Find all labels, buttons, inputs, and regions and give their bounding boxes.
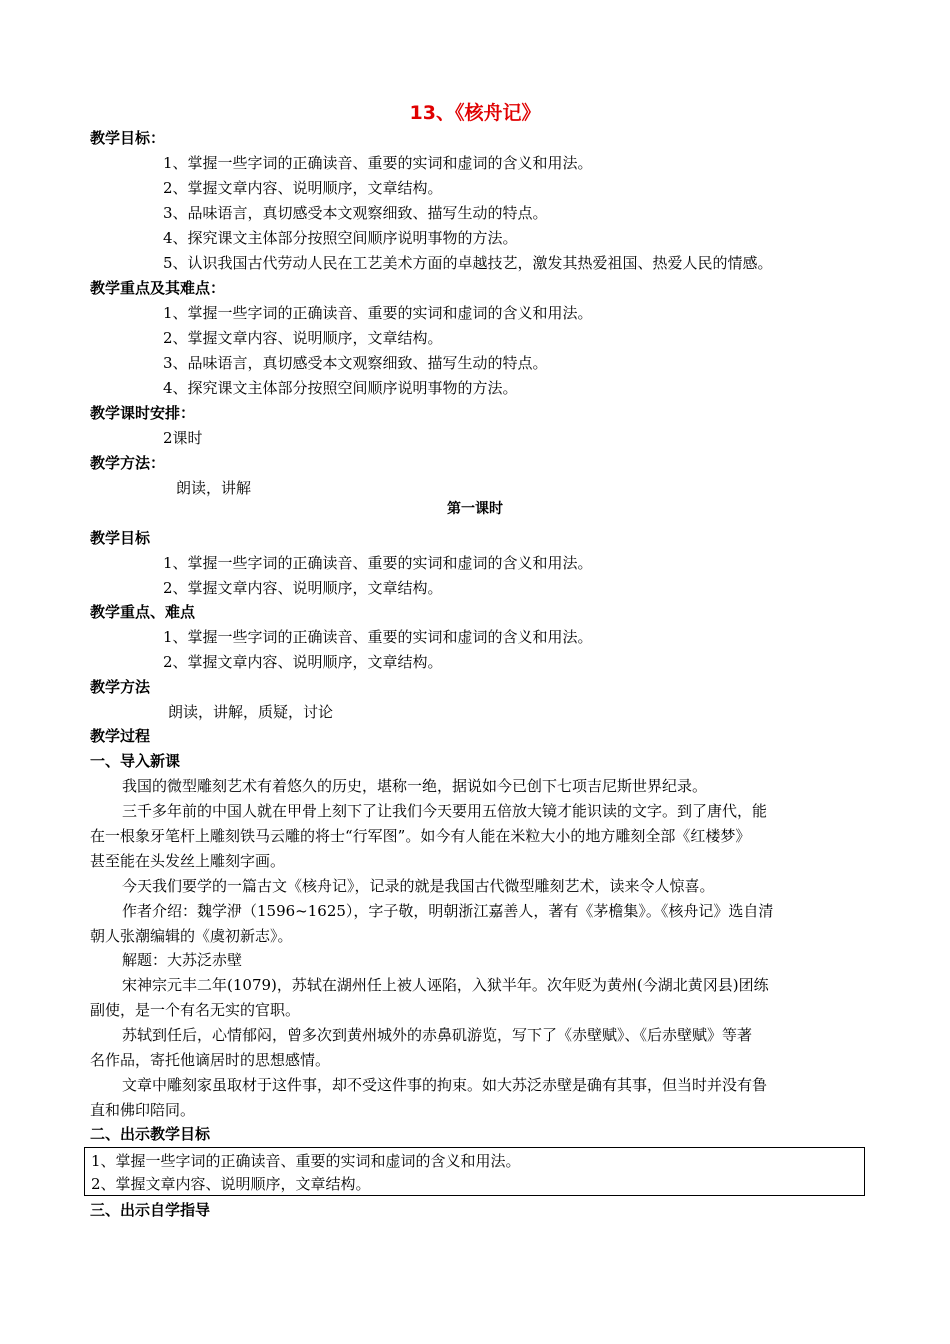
lesson-key-item: 2、掌握文章内容、说明顺序，文章结构。 [163,653,443,671]
key-point-item: 2、掌握文章内容、说明顺序，文章结构。 [163,329,443,347]
section-two-heading: 二、出示教学目标 [90,1125,211,1143]
objective-item: 3、品味语言，真切感受本文观察细致、描写生动的特点。 [163,204,548,222]
lesson-key-item: 1、掌握一些字词的正确读音、重要的实词和虚词的含义和用法。 [163,628,593,646]
box-item: 2、掌握文章内容、说明顺序，文章结构。 [91,1175,371,1193]
section-one-heading: 一、导入新课 [90,752,181,770]
objective-item: 1、掌握一些字词的正确读音、重要的实词和虚词的含义和用法。 [163,154,593,172]
objective-item: 5、认识我国古代劳动人民在工艺美术方面的卓越技艺，激发其热爱祖国、热爱人民的情感。 [163,254,773,272]
lesson-objective-item: 1、掌握一些字词的正确读音、重要的实词和虚词的含义和用法。 [163,554,593,572]
paragraph-line: 宋神宗元丰二年(1079)，苏轼在湖州任上被人诬陷，入狱半年。次年贬为黄州(今湖北黄冈县)团练 [122,976,769,994]
objectives-box [84,1147,865,1196]
lesson-objectives-heading: 教学目标 [90,529,151,547]
paragraph-line: 苏轼到任后，心情郁闷，曾多次到黄州城外的赤鼻矶游览，写下了《赤壁赋》、《后赤壁赋》等著 [122,1026,753,1044]
paragraph-line: 作者介绍：魏学洢（1596~1625），字子敬，明朝浙江嘉善人，著有《茅檐集》。《核舟记》选自清 [122,902,774,920]
key-point-item: 4、探究课文主体部分按照空间顺序说明事物的方法。 [163,379,518,397]
paragraph-line: 甚至能在头发丝上雕刻字画。 [90,852,286,870]
paragraph-line: 在一根象牙笔杆上雕刻铁马云雕的将士“行军图”。如今有人能在米粒大小的地方雕刻全部《红楼梦》 [90,827,751,845]
box-item: 1、掌握一些字词的正确读音、重要的实词和虚词的含义和用法。 [91,1152,521,1170]
section-three-heading: 三、出示自学指导 [90,1201,211,1219]
lesson-objective-item: 2、掌握文章内容、说明顺序，文章结构。 [163,579,443,597]
paragraph-line: 我国的微型雕刻艺术有着悠久的历史，堪称一绝，据说如今已创下七项吉尼斯世界纪录。 [122,777,708,795]
lesson-one-heading: 第一课时 [447,501,503,517]
lesson-method-heading: 教学方法 [90,678,151,696]
objectives-heading: 教学目标： [90,129,166,147]
paragraph-line: 直和佛印陪同。 [90,1101,196,1119]
schedule-value: 2课时 [163,429,203,447]
paragraph-line: 三千多年前的中国人就在甲骨上刻下了让我们今天要用五倍放大镜才能识读的文字。到了唐代，能 [122,802,768,820]
schedule-heading: 教学课时安排： [90,404,196,422]
paragraph-line: 文章中雕刻家虽取材于这件事，却不受这件事的拘束。如大苏泛赤壁是确有其事，但当时并没有鲁 [122,1076,768,1094]
paragraph-line: 副使，是一个有名无实的官职。 [90,1001,301,1019]
lesson-method-value: 朗读，讲解，质疑，讨论 [168,703,334,721]
lesson-key-heading: 教学重点、难点 [90,603,196,621]
document-title: 13、《核舟记》 [409,102,541,124]
key-points-heading: 教学重点及其难点： [90,279,226,297]
paragraph-line: 今天我们要学的一篇古文《核舟记》，记录的就是我国古代微型雕刻艺术，读来令人惊喜。 [122,877,715,895]
objective-item: 4、探究课文主体部分按照空间顺序说明事物的方法。 [163,229,518,247]
key-point-item: 3、品味语言，真切感受本文观察细致、描写生动的特点。 [163,354,548,372]
method-value: 朗读，讲解 [176,479,252,497]
paragraph-line: 朝人张潮编辑的《虞初新志》。 [90,927,293,945]
method-heading: 教学方法： [90,454,166,472]
key-point-item: 1、掌握一些字词的正确读音、重要的实词和虚词的含义和用法。 [163,304,593,322]
process-heading: 教学过程 [90,727,151,745]
paragraph-line: 解题：大苏泛赤壁 [122,951,243,969]
paragraph-line: 名作品，寄托他谪居时的思想感情。 [90,1051,331,1069]
objective-item: 2、掌握文章内容、说明顺序，文章结构。 [163,179,443,197]
